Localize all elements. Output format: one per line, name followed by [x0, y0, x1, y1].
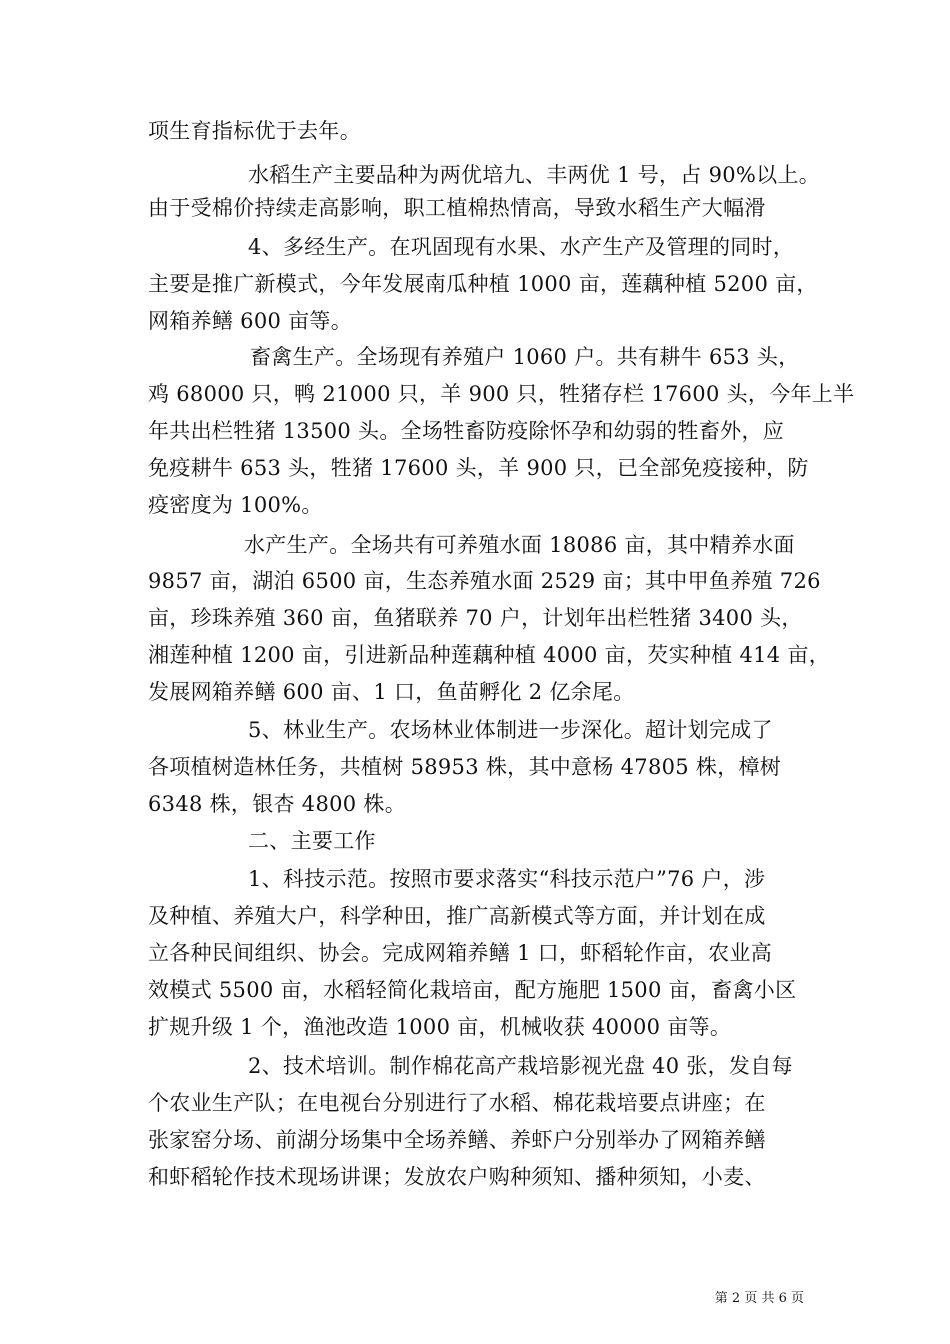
- text-line: 亩，珍珠养殖 360 亩，鱼猪联养 70 户，计划年出栏牲猪 3400 头，: [148, 606, 803, 630]
- text-line: 网箱养鳝 600 亩等。: [148, 309, 353, 333]
- text-line: 疫密度为 100%。: [148, 493, 323, 517]
- text-line: 2、技术培训。制作棉花高产栽培影视光盘 40 张，发自每: [248, 1054, 793, 1078]
- text-line: 年共出栏牲猪 13500 头。全场牲畜防疫除怀孕和幼弱的牲畜外，应: [148, 419, 785, 443]
- text-line: 扩规升级 1 个，渔池改造 1000 亩，机械收获 40000 亩等。: [148, 1015, 732, 1039]
- page-number: 第 2 页 共 6 页: [714, 1291, 804, 1306]
- text-line: 4、多经生产。在巩固现有水果、水产生产及管理的同时，: [248, 235, 795, 259]
- text-line: 畜禽生产。全场现有养殖户 1060 户。共有耕牛 653 头，: [250, 345, 800, 369]
- text-line: 由于受棉价持续走高影响，职工植棉热情高，导致水稻生产大幅滑: [148, 196, 766, 220]
- text-line: 6348 株，银杏 4800 株。: [148, 792, 407, 816]
- text-line: 和虾稻轮作技术现场讲课；发放农户购种须知、播种须知，小麦、: [148, 1165, 766, 1189]
- text-line: 主要是推广新模式，今年发展南瓜种植 1000 亩，莲藕种植 5200 亩，: [148, 272, 818, 296]
- text-line: 水稻生产主要品种为两优培九、丰两优 1 号，占 90%以上。: [248, 163, 821, 187]
- text-line: 水产生产。全场共有可养殖水面 18086 亩，其中精养水面: [244, 533, 795, 557]
- text-line: 5、林业生产。农场林业体制进一步深化。超计划完成了: [248, 718, 773, 742]
- text-line: 发展网箱养鳝 600 亩、1 口，鱼苗孵化 2 亿余尾。: [148, 680, 635, 704]
- text-line: 鸡 68000 只，鸭 21000 只，羊 900 只，牲猪存栏 17600 头，今年上半: [148, 382, 855, 406]
- section-heading: 二、主要工作: [248, 829, 376, 853]
- text-line: 湘莲种植 1200 亩，引进新品种莲藕种植 4000 亩，芡实种植 414 亩，: [148, 643, 831, 667]
- text-line: 张家窑分场、前湖分场集中全场养鳝、养虾户分别举办了网箱养鳝: [148, 1128, 766, 1152]
- text-line: 免疫耕牛 653 头，牲猪 17600 头，羊 900 只，已全部免疫接种，防: [148, 456, 809, 480]
- text-line: 1、科技示范。按照市要求落实“科技示范户”76 户，涉: [248, 867, 766, 891]
- text-line: 9857 亩，湖泊 6500 亩，生态养殖水面 2529 亩；其中甲鱼养殖 726: [148, 569, 821, 593]
- text-line: 个农业生产队；在电视台分别进行了水稻、棉花栽培要点讲座；在: [148, 1091, 766, 1115]
- text-line: 立各种民间组织、协会。完成网箱养鳝 1 口，虾稻轮作亩，农业高: [148, 941, 773, 965]
- text-line: 各项植树造林任务，共植树 58953 株，其中意杨 47805 株，樟树: [148, 755, 782, 779]
- text-line: 效模式 5500 亩，水稻轻简化栽培亩，配方施肥 1500 亩，畜禽小区: [148, 978, 797, 1002]
- text-line: 项生育指标优于去年。: [148, 119, 361, 143]
- text-line: 及种植、养殖大户，科学种田，推广高新模式等方面，并计划在成: [148, 904, 766, 928]
